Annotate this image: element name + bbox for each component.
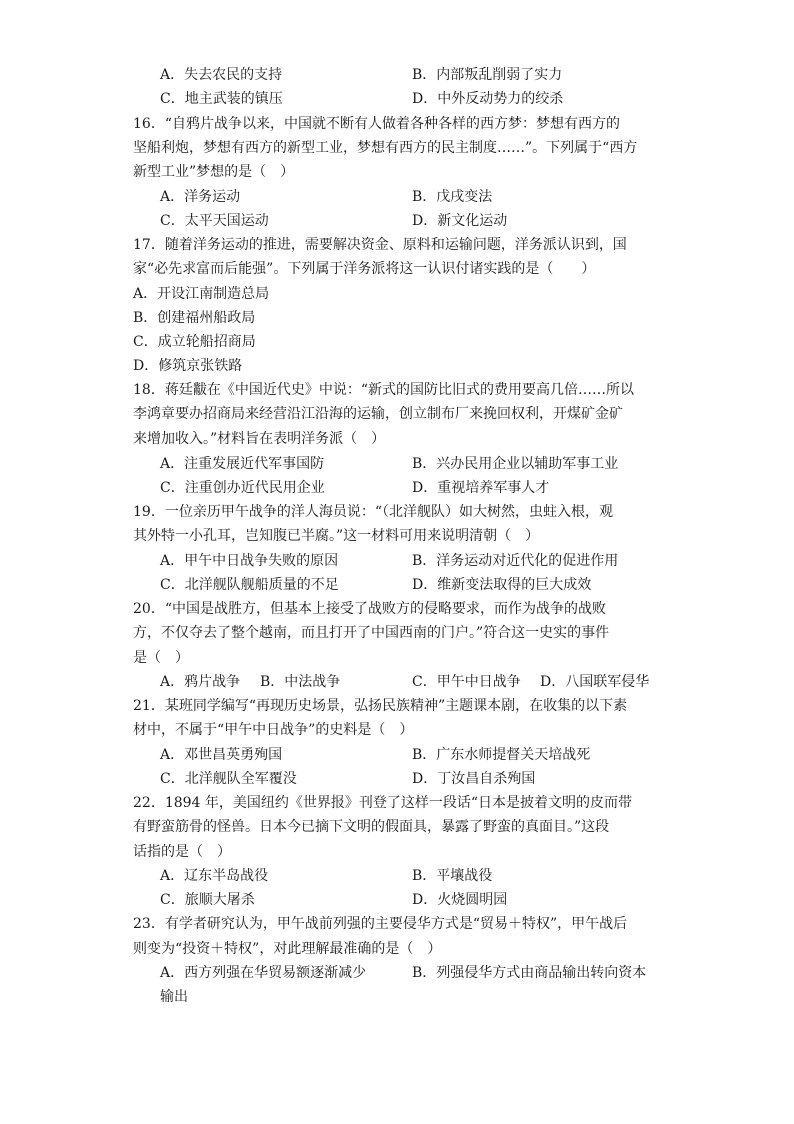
- q21-option-b: B．广东水师提督关天培战死: [412, 747, 591, 763]
- q19-stem-line-2: 其外特一小孔耳，岂知腹已半腐。”这一材料可用来说明清朝（ ）: [133, 528, 540, 544]
- q20-option-a: A．鸦片战争: [160, 674, 241, 690]
- q16-stem-line-2: 坚船利炮，梦想有西方的新型工业，梦想有西方的民主制度……”。下列属于“西方: [133, 140, 638, 156]
- q18-option-c: C．注重创办近代民用企业: [160, 480, 325, 496]
- q20-stem-line-3: 是（ ）: [133, 650, 189, 666]
- q17-stem-line-2: 家“必先求富而后能强”。下列属于洋务派将这一认识付诸实践的是（ ）: [133, 261, 596, 277]
- q20-stem-line-1: 20．“中国是战胜方，但基本上接受了战败方的侵略要求，而作为战争的战败: [133, 601, 606, 617]
- q21-stem-line-1: 21．某班同学编写“再现历史场景，弘扬民族精神”主题课本剧，在收集的以下素: [133, 698, 628, 714]
- q23-stem-line-2: 则变为“投资＋特权”，对此理解最准确的是（ ）: [133, 941, 442, 957]
- q15-option-b: B．内部叛乱削弱了实力: [412, 67, 563, 83]
- q19-option-d: D．维新变法取得的巨大成效: [412, 577, 592, 593]
- q18-stem-line-1: 18．蒋廷黻在《中国近代史》中说：“新式的国防比旧式的费用要高几倍……所以: [133, 382, 634, 398]
- q18-option-b: B．兴办民用企业以辅助军事工业: [412, 456, 619, 472]
- q22-stem-line-2: 有野蛮筋骨的怪兽。日本今已摘下文明的假面具，暴露了野蛮的真面目。”这段: [133, 819, 610, 835]
- q15-option-d: D．中外反动势力的绞杀: [412, 91, 564, 107]
- q16-option-d: D．新文化运动: [412, 213, 508, 229]
- q23-stem-line-1: 23．有学者研究认为，甲午战前列强的主要侵华方式是“贸易＋特权”，甲午战后: [133, 916, 628, 932]
- q17-option-c: C．成立轮船招商局: [133, 334, 256, 350]
- q23-option-b: B．列强侵华方式由商品输出转向资本: [412, 965, 647, 981]
- q22-option-b: B．平壤战役: [412, 868, 493, 884]
- q22-option-c: C．旅顺大屠杀: [160, 892, 255, 908]
- q18-stem-line-3: 来增加收入。”材料旨在表明洋务派（ ）: [133, 431, 386, 447]
- q19-option-b: B．洋务运动对近代化的促进作用: [412, 553, 619, 569]
- q15-option-c: C．地主武装的镇压: [160, 91, 283, 107]
- q20-option-c: C．甲午中日战争: [412, 674, 521, 690]
- q20-option-b: B．中法战争: [260, 674, 341, 690]
- q16-stem-line-3: 新型工业”梦想的是（ ）: [133, 164, 295, 180]
- q17-option-b: B．创建福州船政局: [133, 310, 256, 326]
- q15-option-a: A．失去农民的支持: [160, 67, 283, 83]
- q21-option-c: C．北洋舰队全军覆没: [160, 771, 297, 787]
- q20-stem-line-2: 方，不仅夺去了整个越南，而且打开了中国西南的门户。”符合这一史实的事件: [133, 625, 610, 641]
- q16-option-b: B．戊戌变法: [412, 189, 493, 205]
- q22-option-d: D．火烧圆明园: [412, 892, 508, 908]
- q21-option-a: A．邓世昌英勇殉国: [160, 747, 283, 763]
- q23-option-a: A．西方列强在华贸易额逐渐减少: [160, 965, 367, 981]
- q20-option-d: D．八国联军侵华: [540, 674, 650, 690]
- q17-option-a: A．开设江南制造总局: [133, 286, 270, 302]
- q17-stem-line-1: 17．随着洋务运动的推进，需要解决资金、原料和运输问题，洋务派认识到，国: [133, 237, 627, 253]
- q16-option-a: A．洋务运动: [160, 189, 241, 205]
- q17-option-d: D．修筑京张铁路: [133, 358, 243, 374]
- q16-option-c: C．太平天国运动: [160, 213, 269, 229]
- q18-option-a: A．注重发展近代军事国防: [160, 456, 325, 472]
- q19-option-c: C．北洋舰队舰船质量的不足: [160, 577, 339, 593]
- q22-stem-line-1: 22．1894 年，美国纽约《世界报》刊登了这样一段话“日本是披着文明的皮而带: [133, 795, 633, 811]
- q16-stem-line-1: 16．“自鸦片战争以来，中国就不断有人做着各种各样的西方梦：梦想有西方的: [133, 116, 620, 132]
- q23-option-b-continued: 输出: [160, 989, 188, 1005]
- q21-stem-line-2: 材中，不属于“甲午中日战争”的史料是（ ）: [133, 722, 414, 738]
- q18-option-d: D．重视培养军事人才: [412, 480, 550, 496]
- q19-stem-line-1: 19．一位亲历甲午战争的洋人海员说：“（北洋舰队）如大树然，虫蛀入根，观: [133, 504, 613, 520]
- q19-option-a: A．甲午中日战争失败的原因: [160, 553, 339, 569]
- q18-stem-line-2: 李鸿章要办招商局来经营沿江沿海的运输，创立制布厂来挽回权利，开煤矿金矿: [133, 406, 623, 422]
- q22-stem-line-3: 话指的是（ ）: [133, 844, 231, 860]
- q22-option-a: A．辽东半岛战役: [160, 868, 269, 884]
- q21-option-d: D．丁汝昌自杀殉国: [412, 771, 536, 787]
